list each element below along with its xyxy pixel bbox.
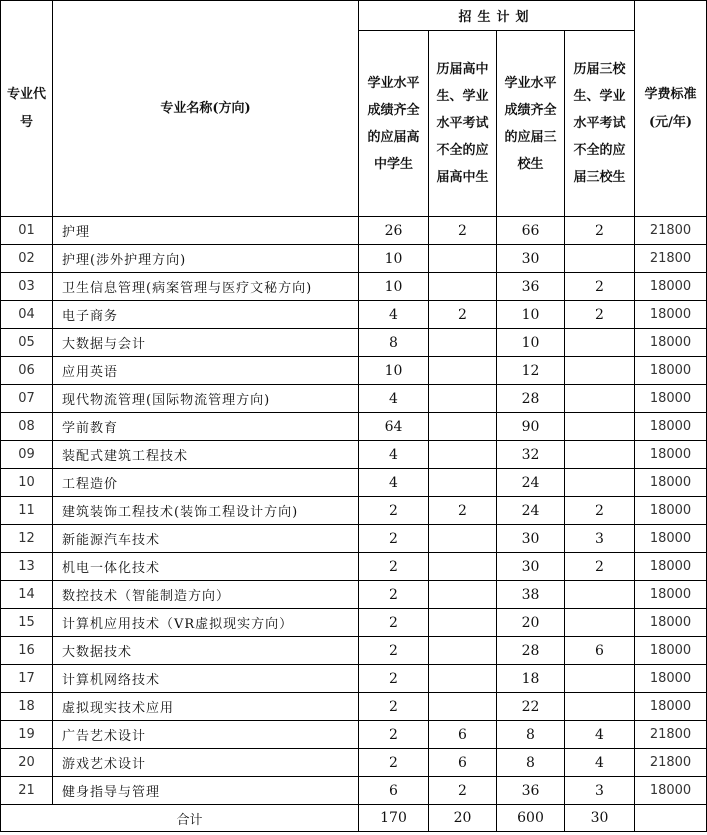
major-code: 16 <box>1 637 53 665</box>
count-col4 <box>565 245 635 273</box>
count-col1: 10 <box>359 273 429 301</box>
count-col2 <box>429 469 497 497</box>
count-col1: 8 <box>359 329 429 357</box>
major-name: 工程造价 <box>53 469 359 497</box>
tuition-fee: 18000 <box>635 553 707 581</box>
major-code: 05 <box>1 329 53 357</box>
major-code: 13 <box>1 553 53 581</box>
table-body <box>1 217 707 805</box>
table-row <box>1 357 707 385</box>
total-fee <box>635 805 707 832</box>
tuition-fee: 18000 <box>635 497 707 525</box>
tuition-fee: 18000 <box>635 581 707 609</box>
count-col3: 10 <box>497 329 565 357</box>
major-code: 10 <box>1 469 53 497</box>
major-code: 01 <box>1 217 53 245</box>
count-col3: 24 <box>497 497 565 525</box>
table-row <box>1 721 707 749</box>
table-row <box>1 217 707 245</box>
count-col3: 30 <box>497 245 565 273</box>
table-row <box>1 385 707 413</box>
tuition-fee: 18000 <box>635 693 707 721</box>
count-col3: 32 <box>497 441 565 469</box>
count-col2 <box>429 665 497 693</box>
count-col4 <box>565 385 635 413</box>
count-col1: 4 <box>359 441 429 469</box>
count-col3: 90 <box>497 413 565 441</box>
count-col4: 2 <box>565 553 635 581</box>
table-row <box>1 553 707 581</box>
count-col2 <box>429 413 497 441</box>
total-c4: 30 <box>565 805 635 832</box>
major-name: 现代物流管理(国际物流管理方向) <box>53 385 359 413</box>
count-col3: 20 <box>497 609 565 637</box>
table-row <box>1 525 707 553</box>
count-col1: 2 <box>359 525 429 553</box>
header-col2: 历届高中生、学业水平考试不全的应届高中生 <box>429 31 497 217</box>
count-col2 <box>429 693 497 721</box>
header-fee: 学费标准(元/年) <box>635 1 707 217</box>
count-col2: 2 <box>429 301 497 329</box>
major-code: 19 <box>1 721 53 749</box>
table-row <box>1 301 707 329</box>
header-col3: 学业水平成绩齐全的应届三校生 <box>497 31 565 217</box>
count-col3: 8 <box>497 749 565 777</box>
table-row <box>1 497 707 525</box>
tuition-fee: 18000 <box>635 469 707 497</box>
table-header <box>1 1 707 217</box>
table-row <box>1 413 707 441</box>
tuition-fee: 21800 <box>635 245 707 273</box>
major-name: 机电一体化技术 <box>53 553 359 581</box>
major-code: 11 <box>1 497 53 525</box>
table-footer <box>1 805 707 832</box>
header-name: 专业名称(方向) <box>53 1 359 217</box>
count-col3: 10 <box>497 301 565 329</box>
count-col2: 6 <box>429 749 497 777</box>
major-name: 电子商务 <box>53 301 359 329</box>
tuition-fee: 18000 <box>635 637 707 665</box>
table-row <box>1 273 707 301</box>
major-code: 21 <box>1 777 53 805</box>
count-col4: 4 <box>565 721 635 749</box>
table-row <box>1 469 707 497</box>
major-name: 装配式建筑工程技术 <box>53 441 359 469</box>
tuition-fee: 18000 <box>635 329 707 357</box>
major-code: 18 <box>1 693 53 721</box>
count-col3: 38 <box>497 581 565 609</box>
count-col3: 30 <box>497 525 565 553</box>
header-col1: 学业水平成绩齐全的应届高中学生 <box>359 31 429 217</box>
tuition-fee: 18000 <box>635 525 707 553</box>
count-col4: 3 <box>565 525 635 553</box>
count-col2: 2 <box>429 217 497 245</box>
count-col3: 36 <box>497 273 565 301</box>
count-col4 <box>565 469 635 497</box>
count-col1: 10 <box>359 245 429 273</box>
count-col4 <box>565 357 635 385</box>
count-col4 <box>565 581 635 609</box>
count-col1: 2 <box>359 721 429 749</box>
major-name: 健身指导与管理 <box>53 777 359 805</box>
major-code: 12 <box>1 525 53 553</box>
count-col2 <box>429 245 497 273</box>
count-col2 <box>429 273 497 301</box>
count-col1: 2 <box>359 693 429 721</box>
count-col1: 2 <box>359 497 429 525</box>
tuition-fee: 18000 <box>635 273 707 301</box>
tuition-fee: 18000 <box>635 357 707 385</box>
major-code: 09 <box>1 441 53 469</box>
count-col1: 2 <box>359 665 429 693</box>
table-row <box>1 441 707 469</box>
table-row <box>1 665 707 693</box>
tuition-fee: 21800 <box>635 749 707 777</box>
major-name: 大数据技术 <box>53 637 359 665</box>
table-row <box>1 609 707 637</box>
major-name: 卫生信息管理(病案管理与医疗文秘方向) <box>53 273 359 301</box>
count-col2 <box>429 385 497 413</box>
count-col4: 3 <box>565 777 635 805</box>
count-col3: 30 <box>497 553 565 581</box>
count-col2 <box>429 357 497 385</box>
table-row <box>1 581 707 609</box>
count-col2: 2 <box>429 777 497 805</box>
total-c1: 170 <box>359 805 429 832</box>
count-col1: 4 <box>359 301 429 329</box>
major-name: 大数据与会计 <box>53 329 359 357</box>
count-col3: 28 <box>497 637 565 665</box>
major-code: 07 <box>1 385 53 413</box>
major-name: 护理(涉外护理方向) <box>53 245 359 273</box>
major-name: 学前教育 <box>53 413 359 441</box>
total-c3: 600 <box>497 805 565 832</box>
major-code: 02 <box>1 245 53 273</box>
count-col1: 10 <box>359 357 429 385</box>
count-col2: 6 <box>429 721 497 749</box>
table-row <box>1 777 707 805</box>
total-c2: 20 <box>429 805 497 832</box>
major-code: 08 <box>1 413 53 441</box>
count-col1: 2 <box>359 749 429 777</box>
major-code: 15 <box>1 609 53 637</box>
count-col2 <box>429 329 497 357</box>
count-col3: 66 <box>497 217 565 245</box>
table-row <box>1 245 707 273</box>
count-col1: 4 <box>359 385 429 413</box>
count-col3: 36 <box>497 777 565 805</box>
count-col2 <box>429 553 497 581</box>
count-col4: 2 <box>565 301 635 329</box>
count-col2 <box>429 609 497 637</box>
header-code: 专业代号 <box>1 1 53 217</box>
count-col1: 64 <box>359 413 429 441</box>
count-col2 <box>429 441 497 469</box>
count-col4 <box>565 665 635 693</box>
count-col4: 2 <box>565 217 635 245</box>
major-code: 04 <box>1 301 53 329</box>
major-name: 新能源汽车技术 <box>53 525 359 553</box>
table-row <box>1 693 707 721</box>
count-col4 <box>565 441 635 469</box>
major-name: 应用英语 <box>53 357 359 385</box>
count-col3: 12 <box>497 357 565 385</box>
major-name: 计算机应用技术（VR虚拟现实方向） <box>53 609 359 637</box>
table-row <box>1 329 707 357</box>
count-col3: 22 <box>497 693 565 721</box>
count-col3: 18 <box>497 665 565 693</box>
count-col3: 24 <box>497 469 565 497</box>
tuition-fee: 18000 <box>635 413 707 441</box>
count-col2 <box>429 637 497 665</box>
major-name: 建筑装饰工程技术(装饰工程设计方向) <box>53 497 359 525</box>
major-name: 数控技术（智能制造方向） <box>53 581 359 609</box>
count-col1: 26 <box>359 217 429 245</box>
count-col1: 2 <box>359 637 429 665</box>
major-code: 17 <box>1 665 53 693</box>
major-code: 20 <box>1 749 53 777</box>
count-col2 <box>429 525 497 553</box>
count-col2 <box>429 581 497 609</box>
tuition-fee: 18000 <box>635 441 707 469</box>
major-name: 护理 <box>53 217 359 245</box>
count-col1: 2 <box>359 609 429 637</box>
tuition-fee: 21800 <box>635 217 707 245</box>
total-row <box>1 805 707 832</box>
count-col4 <box>565 693 635 721</box>
total-label: 合计 <box>1 805 359 832</box>
count-col4 <box>565 329 635 357</box>
tuition-fee: 18000 <box>635 301 707 329</box>
tuition-fee: 18000 <box>635 777 707 805</box>
tuition-fee: 18000 <box>635 665 707 693</box>
tuition-fee: 18000 <box>635 609 707 637</box>
count-col1: 2 <box>359 553 429 581</box>
count-col2: 2 <box>429 497 497 525</box>
count-col1: 6 <box>359 777 429 805</box>
major-name: 游戏艺术设计 <box>53 749 359 777</box>
major-name: 广告艺术设计 <box>53 721 359 749</box>
tuition-fee: 21800 <box>635 721 707 749</box>
major-code: 06 <box>1 357 53 385</box>
major-name: 虚拟现实技术应用 <box>53 693 359 721</box>
count-col1: 2 <box>359 581 429 609</box>
major-code: 03 <box>1 273 53 301</box>
count-col4: 2 <box>565 273 635 301</box>
count-col3: 28 <box>497 385 565 413</box>
count-col1: 4 <box>359 469 429 497</box>
count-col4: 6 <box>565 637 635 665</box>
count-col4: 2 <box>565 497 635 525</box>
count-col4 <box>565 609 635 637</box>
count-col4 <box>565 413 635 441</box>
count-col4: 4 <box>565 749 635 777</box>
header-plan: 招生计划 <box>359 1 635 31</box>
table-row <box>1 637 707 665</box>
major-name: 计算机网络技术 <box>53 665 359 693</box>
tuition-fee: 18000 <box>635 385 707 413</box>
major-code: 14 <box>1 581 53 609</box>
header-col4: 历届三校生、学业水平考试不全的应届三校生 <box>565 31 635 217</box>
count-col3: 8 <box>497 721 565 749</box>
table-row <box>1 749 707 777</box>
